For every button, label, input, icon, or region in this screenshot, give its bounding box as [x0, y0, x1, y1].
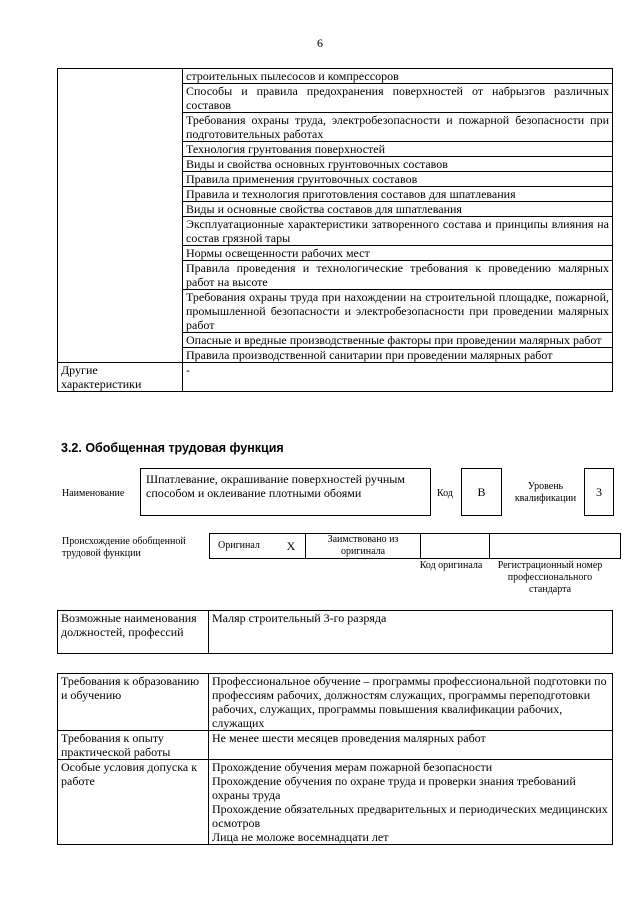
code-caption: Код оригинала: [419, 560, 483, 571]
table-row: [58, 731, 613, 760]
knowledge-item: Эксплуатационные характеристики затворенного состава и принципы влияния на состав грязной тары: [183, 217, 613, 246]
knowledge-item: строительных пылесосов и компрессоров: [183, 69, 613, 84]
origin-label: Происхождение обобщенной трудовой функции: [62, 536, 186, 559]
knowledge-item: Нормы освещенности рабочих мест: [183, 246, 613, 261]
positions-label: Возможные наименования должностей, профессий: [58, 611, 209, 654]
positions-value: Маляр строительный 3-го разряда: [209, 611, 613, 654]
table-row: [58, 611, 613, 654]
origin-table: [209, 533, 621, 559]
knowledge-item: Технология грунтования поверхностей: [183, 142, 613, 157]
knowledge-item: Способы и правила предохранения поверхностей от набрызгов различных составов: [183, 84, 613, 113]
knowledge-item: Опасные и вредные производственные факторы при проведении малярных работ: [183, 333, 613, 348]
name-label: Наименование: [62, 488, 125, 499]
knowledge-item: Виды и основные свойства составов для шпатлевания: [183, 202, 613, 217]
requirement-line: Прохождение обучения мерам пожарной безопасности: [212, 760, 493, 774]
knowledge-table: [57, 68, 613, 392]
original-code-cell: [421, 534, 490, 559]
reg-caption: Регистрационный номер профессионального стандарта: [497, 560, 603, 595]
section-title: 3.2. Обобщенная трудовая функция: [61, 441, 284, 455]
original-mark: X: [277, 534, 306, 559]
special-conditions-label: Особые условия допуска к работе: [58, 760, 209, 845]
positions-table: [57, 610, 613, 654]
knowledge-item: Требования охраны труда при нахождении на строительной площадке, пожарной, промышленной безопасности и электробезопасности при проведении малярных работ: [183, 290, 613, 333]
education-value: [209, 674, 613, 731]
code-label: Код: [437, 488, 453, 499]
experience-value: [209, 731, 613, 760]
function-name-box: [140, 468, 431, 516]
page-number: 6: [317, 36, 323, 50]
knowledge-item: Правила производственной санитарии при проведении малярных работ: [183, 348, 613, 363]
table-row: [58, 363, 613, 392]
original-label: Оригинал: [210, 534, 278, 559]
level-label: Уровень квалификации: [514, 481, 577, 504]
code-value: В: [477, 485, 486, 499]
knowledge-item: Виды и свойства основных грунтовочных составов: [183, 157, 613, 172]
registration-number-cell: [490, 534, 621, 559]
borrowed-label: Заимствовано из оригинала: [306, 534, 421, 559]
function-name-value: Шпатлевание, окрашивание поверхностей ручным способом и оклеивание плотными обоями: [146, 472, 405, 500]
other-characteristics-value: -: [183, 363, 613, 392]
table-row: [58, 760, 613, 845]
knowledge-item: Правила проведения и технологические требования к проведению малярных работ на высоте: [183, 261, 613, 290]
code-box: [461, 468, 502, 516]
requirements-table: [57, 673, 613, 845]
requirement-line: Прохождение обучения по охране труда и проверки знания требований охраны труда: [212, 774, 576, 802]
left-empty-cell: [58, 69, 183, 363]
knowledge-item: Правила и технология приготовления составов для шпатлевания: [183, 187, 613, 202]
table-row: [210, 534, 621, 559]
knowledge-item: Правила применения грунтовочных составов: [183, 172, 613, 187]
requirement-line: Профессиональное обучение – программы профессиональной подготовки по профессиям рабочих, должностям служащих, программы переподготовки рабочих, служащих, программы повышения квалификации рабочих, служащих: [212, 674, 607, 730]
other-characteristics-label: Другие характеристики: [58, 363, 183, 392]
requirement-line: Не менее шести месяцев проведения малярных работ: [212, 731, 486, 745]
experience-label: Требования к опыту практической работы: [58, 731, 209, 760]
special-conditions-value: [209, 760, 613, 845]
level-box: [584, 468, 614, 516]
education-label: Требования к образованию и обучению: [58, 674, 209, 731]
requirement-line: Лица не моложе восемнадцати лет: [212, 830, 389, 844]
requirement-line: Прохождение обязательных предварительных и периодических медицинских осмотров: [212, 802, 608, 830]
table-row: [58, 69, 613, 84]
level-value: 3: [596, 485, 602, 499]
knowledge-item: Требования охраны труда, электробезопасности и пожарной безопасности при подготовительных работах: [183, 113, 613, 142]
table-row: [58, 674, 613, 731]
